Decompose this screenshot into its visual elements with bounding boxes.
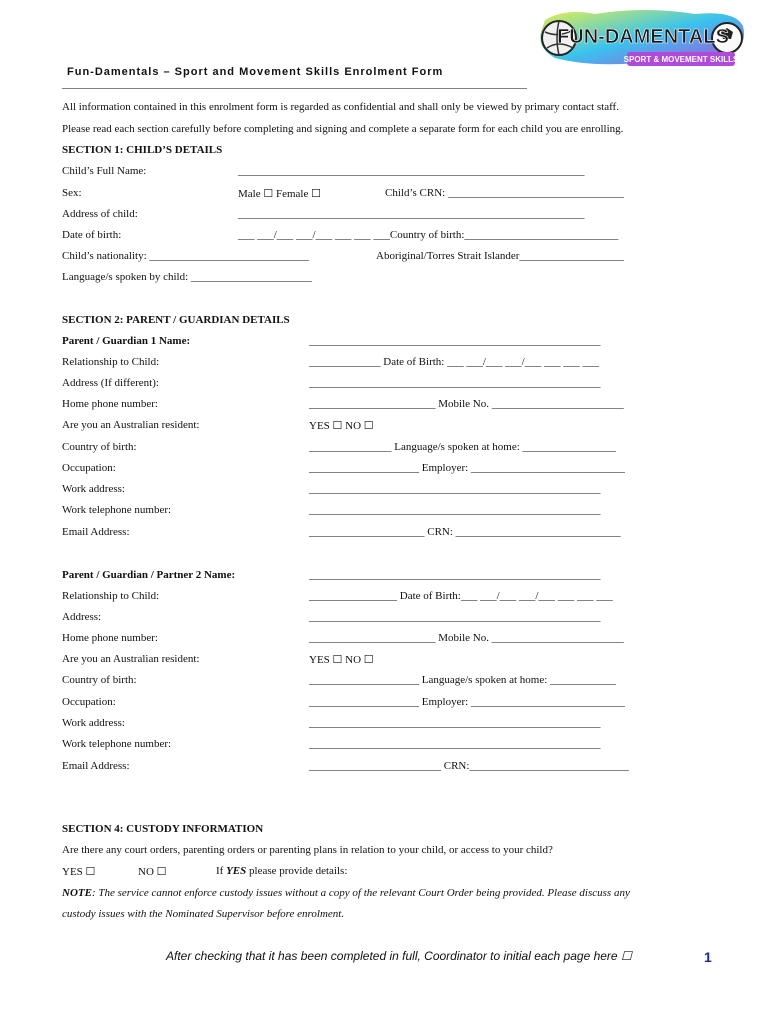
guardian2-country-label: Country of birth: <box>62 674 137 686</box>
page-number: 1 <box>704 949 712 965</box>
guardian2-occupation-label: Occupation: <box>62 696 116 708</box>
intro-line-2: Please read each section carefully before completing and signing and complete a separate form for each child you are enrolling. <box>62 123 624 135</box>
section4-heading: SECTION 4: CUSTODY INFORMATION <box>62 823 264 835</box>
header-rule: _____________________________________________________________________________________________ <box>62 79 527 90</box>
dob-country-field[interactable]: ___ ___/___ ___/___ ___ ___ ___Country of birth:____________________________ <box>238 229 619 241</box>
guardian1-address-field[interactable]: _____________________________________________________ <box>309 377 601 389</box>
guardian1-country-label: Country of birth: <box>62 441 137 453</box>
custody-note-line-2: custody issues with the Nominated Supervisor before enrolment. <box>62 908 345 920</box>
guardian1-name-label: Parent / Guardian 1 Name: <box>62 335 191 347</box>
custody-question: Are there any court orders, parenting orders or parenting plans in relation to your child, or access to your child? <box>62 844 553 856</box>
custody-details-prompt <box>216 865 347 877</box>
child-full-name-label: Child’s Full Name: <box>62 165 147 177</box>
logo-text: FUN-DAMENTALS <box>557 26 729 48</box>
guardian1-email-field[interactable]: _____________________ CRN: ______________________________ <box>309 526 621 538</box>
guardian1-relationship-label: Relationship to Child: <box>62 356 160 368</box>
child-full-name-field[interactable]: _______________________________________________________________ <box>238 165 585 177</box>
guardian2-relationship-field[interactable]: ________________ Date of Birth:___ ___/___ ___/___ ___ ___ ___ <box>309 590 613 602</box>
custody-yes-checkbox[interactable]: YES ☐ <box>62 866 96 878</box>
child-address-field[interactable]: _______________________________________________________________ <box>238 208 585 220</box>
fun-damentals-logo <box>535 8 747 70</box>
note-text: : The service cannot enforce custody issues without a copy of the relevant Court Order being provided. Please discuss any <box>91 887 630 899</box>
guardian2-work-phone-label: Work telephone number: <box>62 738 172 750</box>
aboriginal-field[interactable]: Aboriginal/Torres Strait Islander___________________ <box>376 250 624 262</box>
logo-subtitle: SPORT & MOVEMENT SKILLS <box>623 55 739 64</box>
guardian2-work-phone-field[interactable]: _____________________________________________________ <box>309 738 601 750</box>
sex-checkboxes[interactable]: Male ☐ Female ☐ <box>238 188 321 200</box>
guardian2-name-field[interactable]: _____________________________________________________ <box>309 569 601 581</box>
guardian2-address-label: Address: <box>62 611 102 623</box>
sex-label: Sex: <box>62 187 82 199</box>
custody-note-line-1 <box>62 887 630 899</box>
guardian2-resident-checkboxes[interactable]: YES ☐ NO ☐ <box>309 654 374 666</box>
section1-heading: SECTION 1: CHILD’S DETAILS <box>62 144 223 156</box>
if-yes-emphasis: YES <box>226 865 247 877</box>
guardian1-phone-field[interactable]: _______________________ Mobile No. ________________________ <box>309 398 624 410</box>
guardian2-country-field[interactable]: ____________________ Language/s spoken at home: ____________ <box>309 674 617 686</box>
guardian2-email-label: Email Address: <box>62 760 130 772</box>
guardian1-address-label: Address (If different): <box>62 377 159 389</box>
guardian2-address-field[interactable]: _____________________________________________________ <box>309 611 601 623</box>
section2-heading: SECTION 2: PARENT / GUARDIAN DETAILS <box>62 314 290 326</box>
guardian2-occupation-field[interactable]: ____________________ Employer: ____________________________ <box>309 696 625 708</box>
child-crn-field[interactable]: Child’s CRN: ________________________________ <box>385 187 624 199</box>
dob-label: Date of birth: <box>62 229 122 241</box>
footer-initial-instruction[interactable]: After checking that it has been completed in full, Coordinator to initial each page here ☐ <box>166 949 632 963</box>
note-label: NOTE <box>62 887 92 899</box>
guardian2-home-label: Home phone number: <box>62 632 158 644</box>
guardian2-work-address-field[interactable]: _____________________________________________________ <box>309 717 601 729</box>
guardian2-resident-label: Are you an Australian resident: <box>62 653 200 665</box>
guardian1-work-address-label: Work address: <box>62 483 125 495</box>
child-nationality-field[interactable]: Child’s nationality: _____________________________ <box>62 250 309 262</box>
custody-no-checkbox[interactable]: NO ☐ <box>138 866 167 878</box>
intro-line-1: All information contained in this enrolment form is regarded as confidential and shall only be viewed by primary contact staff. <box>62 101 619 113</box>
child-address-label: Address of child: <box>62 208 138 220</box>
guardian1-email-label: Email Address: <box>62 526 130 538</box>
guardian2-work-address-label: Work address: <box>62 717 125 729</box>
guardian1-work-address-field[interactable]: _____________________________________________________ <box>309 483 601 495</box>
guardian2-name-label: Parent / Guardian / Partner 2 Name: <box>62 569 236 581</box>
child-languages-field[interactable]: Language/s spoken by child: ______________________ <box>62 271 312 283</box>
guardian2-relationship-label: Relationship to Child: <box>62 590 160 602</box>
guardian1-work-phone-label: Work telephone number: <box>62 504 172 516</box>
guardian1-occupation-label: Occupation: <box>62 462 116 474</box>
form-title: Fun-Damentals – Sport and Movement Skills Enrolment Form <box>67 66 444 78</box>
guardian1-resident-label: Are you an Australian resident: <box>62 419 200 431</box>
if-suffix: please provide details: <box>246 865 348 877</box>
guardian2-email-field[interactable]: ________________________ CRN:_____________________________ <box>309 760 629 772</box>
guardian1-work-phone-field[interactable]: _____________________________________________________ <box>309 504 601 516</box>
guardian1-relationship-field[interactable]: _____________ Date of Birth: ___ ___/___ ___/___ ___ ___ ___ <box>309 356 599 368</box>
guardian1-resident-checkboxes[interactable]: YES ☐ NO ☐ <box>309 420 374 432</box>
guardian1-name-field[interactable]: _____________________________________________________ <box>309 335 601 347</box>
guardian2-phone-field[interactable]: _______________________ Mobile No. ________________________ <box>309 632 624 644</box>
if-prefix: If <box>216 865 227 877</box>
guardian1-home-label: Home phone number: <box>62 398 158 410</box>
guardian1-occupation-field[interactable]: ____________________ Employer: ____________________________ <box>309 462 625 474</box>
guardian1-country-field[interactable]: _______________ Language/s spoken at home: _________________ <box>309 441 617 453</box>
